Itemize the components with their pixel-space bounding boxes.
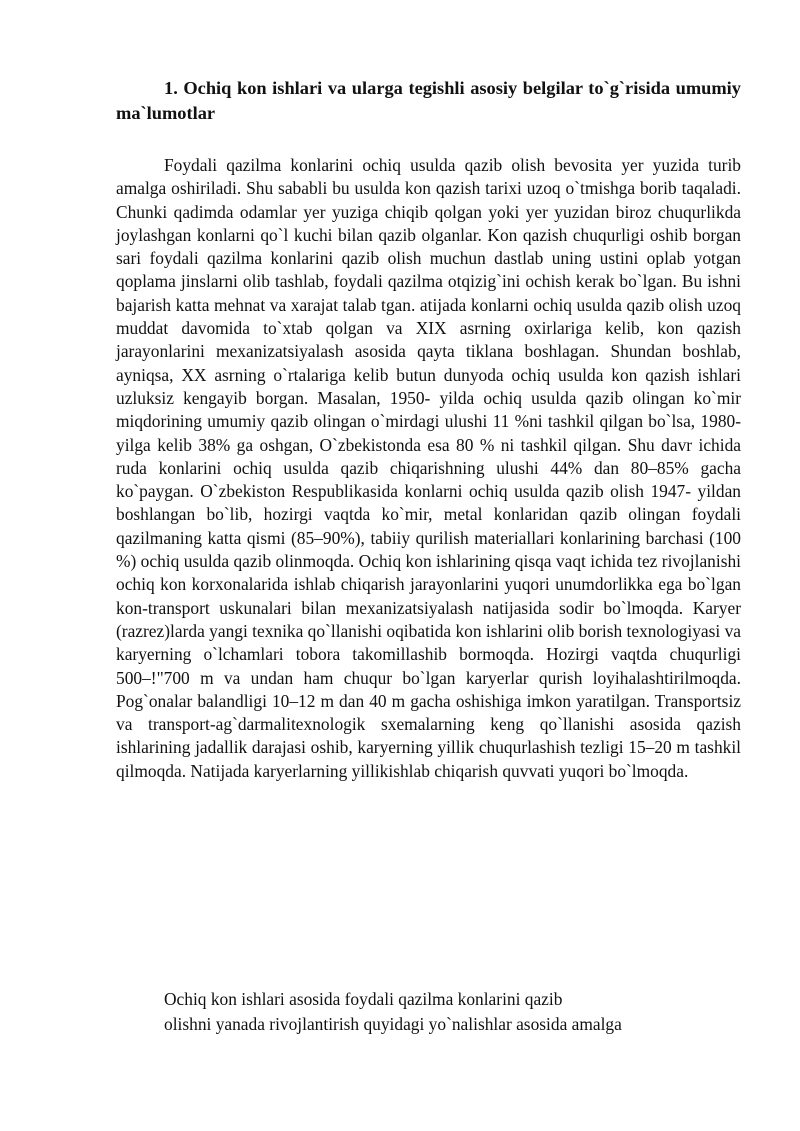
continuation-line-1: Ochiq kon ishlari asosida foydali qazilma konlarini qazib	[164, 989, 563, 1009]
body-paragraph: Foydali qazilma konlarini ochiq usulda qazib olish bevosita yer yuzida turib amalga oshiriladi. Shu sababli bu usulda kon qazish tarixi uzoq o`tmishga borib taqaladi. Chunki qadimda odamlar yer yuziga chiqib qolgan yoki yer yuzidan biroz chuqurlikda joylashgan konlarni qo`l kuchi bilan qazib olganlar. Kon qazish chuqurligi oshib borgan sari foydali qazilma konlarini qazib olish muchun dastlab uning ustini oplab yotgan qoplama jinslarni olib tashlab, foydali qazilma otqizig`ini ochish kerak bo`lgan. Bu ishni bajarish katta mehnat va xarajat talab tgan. atijada konlarni ochiq usulda qazib olish uzoq muddat davomida to`xtab qolgan va XIX asrning oxirlariga kelib, kon qazish jarayonlarini mexanizatsiyalash asosida qayta tiklana boshlagan. Shundan boshlab, ayniqsa, XX asrning o`rtalariga kelib butun dunyoda ochiq usulda kon qazish ishlari uzluksiz kengayib borgan. Masalan, 1950- yilda ochiq usulda qazib olingan ko`mir miqdorining umumiy qazib olingan o`mirdagi ulushi 11 %ni tashkil qilgan bo`lsa, 1980- yilga kelib 38% ga oshgan, O`zbekistonda esa 80 % ni tashkil qilgan. Shu davr ichida ruda konlarini ochiq usulda qazib chiqarishning ulushi 44% dan 80–85% gacha ko`paygan. O`zbekiston Respublikasida konlarni ochiq usulda qazib olish 1947- yildan boshlangan bo`lib, hozirgi vaqtda ko`mir, metal konlaridan qazib olingan foydali qazilmaning katta qismi (85–90%), tabiiy qurilish materiallari konlarining barchasi (100 %) ochiq usulda qazib olinmoqda. Ochiq kon ishlarining qisqa vaqt ichida tez rivojlanishi ochiq kon korxonalarida ishlab chiqarish jarayonlarini yuqori unumdorlikka ega bo`lgan kon-transport uskunalari bilan mexanizatsiyalash natijasida sodir bo`lmoqda. Karyer (razrez)larda yangi texnika qo`llanishi oqibatida kon ishlarini olib borish texnologiyasi va karyerning o`lchamlari tobora takomillashib bormoqda. Hozirgi vaqtda chuqurligi 500–!"700 m va undan ham chuqur bo`lgan karyerlar qurish loyihalashtirilmoqda. Pog`onalar balandligi 10–12 m dan 40 m gacha oshishiga imkon yaratilgan. Transportsiz va transport-ag`darmalitexnologik sxemalarning keng qo`llanishi asosida qazish ishlarining jadallik darajasi oshib, karyerning yillik chuqurlashish tezligi 15–20 m tashkil qilmoqda. Natijada karyerlarning yillikishlab chiqarish quvvati yuqori bo`lmoqda.	[116, 155, 741, 781]
section-heading: 1. Ochiq kon ishlari va ularga tegishli asosiy belgilar to`g`risida umumiy ma`lumotlar	[116, 78, 741, 123]
continuation-line-2: olishni yanada rivojlantirish quyidagi yo`nalishlar asosida amalga	[164, 1014, 622, 1034]
